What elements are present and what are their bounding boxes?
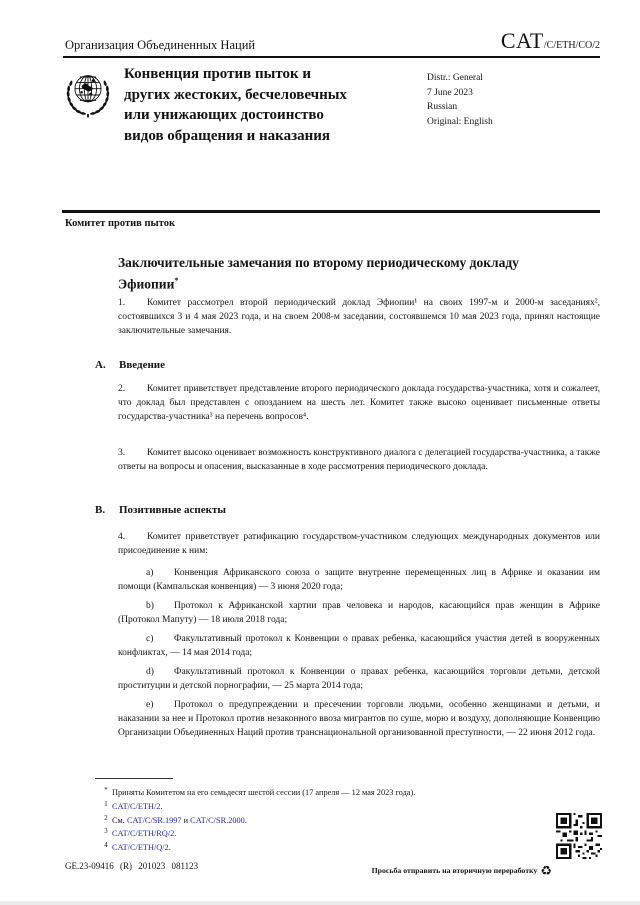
footnote-marker: 3 xyxy=(104,828,108,836)
paragraph-number: 2. xyxy=(118,384,126,394)
document-link[interactable]: CAT/C/ETH/2 xyxy=(112,801,161,811)
section-title: Позитивные аспекты xyxy=(119,504,226,516)
title-footnote-ref: * xyxy=(174,276,179,285)
list-item-b xyxy=(118,600,600,628)
original-language-line: Original: English xyxy=(427,116,493,127)
paragraph-2 xyxy=(118,383,600,424)
paragraph-1 xyxy=(118,297,600,338)
list-item-text: Конвенция Африканского союза о защите внутренне перемещенных лиц в Африке и оказании им помощи (Кампальская конвенция) — 3 июня 2020 года; xyxy=(118,568,600,592)
document-symbol xyxy=(501,28,600,54)
paragraph-number: 4. xyxy=(118,532,126,542)
list-item-letter: e) xyxy=(146,700,154,710)
list-item-text: Факультативный протокол к Конвенции о правах ребенка, касающийся участия детей в вооруженных конфликтах, — 14 мая 2014 года; xyxy=(118,634,600,658)
treaty-title-line: или унижающих достоинство xyxy=(124,107,324,123)
footnote-2: 2 См. CAT/C/SR.1997 и CAT/C/SR.2000. xyxy=(100,813,550,827)
list-item-letter: d) xyxy=(146,667,154,677)
paragraph-text: Комитет высоко оценивает возможность конструктивного диалога с делегацией государства-участника, а также ответы на вопросы и опасения, высказанные в ходе рассмотрения периодического доклада. xyxy=(118,448,600,472)
section-heading-a xyxy=(95,359,577,371)
paragraph-text: Комитет приветствует представление второго периодического доклада государства-участника, хотя и сожалеет, что доклад был представлен с опозданием на шесть лет. Комитет также высоко оценивает письменные ответы государства-участника³ на перечень вопросов⁴. xyxy=(118,384,600,422)
document-symbol-main: CAT xyxy=(500,28,544,53)
treaty-title xyxy=(124,64,424,146)
list-item-text: Факультативный протокол к Конвенции о правах ребенка, касающийся торговли детьми, детской проституции и детской порнографии, — 25 марта 2014 года; xyxy=(118,667,600,691)
ge-number: GE.23-09416 (R) 201023 081123 xyxy=(65,861,199,871)
recycle-icon: ♻ xyxy=(540,864,552,879)
list-item-letter: b) xyxy=(146,601,154,611)
footnote-3: 3 CAT/C/ETH/RQ/2. xyxy=(100,826,550,840)
document-title: Заключительные замечания по второму периодическому докладу Эфиопии* xyxy=(118,255,519,292)
footnote-separator xyxy=(95,778,173,779)
distr-line: Distr.: General xyxy=(427,73,483,83)
footnote-marker: 2 xyxy=(104,814,108,822)
committee-divider xyxy=(62,210,600,213)
qr-code xyxy=(556,813,602,864)
paragraph-number: 3. xyxy=(118,448,126,458)
footnote-4: 4 CAT/C/ETH/Q/2. xyxy=(100,840,550,854)
page-bottom-edge xyxy=(0,901,640,905)
paragraph-text: Комитет рассмотрел второй периодический доклад Эфиопии¹ на своих 1997-м и 2000-м заседаниях², состоявшихся 3 и 4 мая 2023 года, и на своем 2008-м заседании, состоявшемся 10 мая 2023 года, принял настоящие заключительные замечания. xyxy=(118,298,600,336)
footnote-star xyxy=(100,785,550,799)
list-item-d xyxy=(118,666,600,694)
section-letter: A. xyxy=(95,359,106,371)
treaty-title-line: других жестоких, бесчеловечных xyxy=(124,86,347,103)
list-item-text: Протокол о предупреждении и пресечении торговли людьми, особенно женщинами и детьми, и наказании за нее и Протокол против незаконного ввоза мигрантов по суше, морю и воздуху, дополняющие Конвенцию Организации Объединенных Наций против транснациональной организованной преступности, — 22 июня 2012 года. xyxy=(118,700,600,738)
header-divider xyxy=(63,56,600,58)
footnote-marker: 1 xyxy=(104,800,108,808)
document-link[interactable]: CAT/C/ETH/Q/2 xyxy=(112,843,169,853)
list-item-text: Протокол к Африканской хартии прав человека и народов, касающийся прав женщин в Африке (Протокол Мапуту) — 18 июля 2018 года; xyxy=(118,601,600,625)
un-emblem-icon xyxy=(61,66,115,129)
document-link[interactable]: CAT/C/SR.2000 xyxy=(190,815,245,825)
treaty-title-line: видов обращения и наказания xyxy=(124,127,331,144)
committee-name: Комитет против пыток xyxy=(65,218,176,229)
footnote-marker: 4 xyxy=(104,842,108,850)
list-item-e xyxy=(118,699,600,740)
footnote-text: Приняты Комитетом на его семьдесят шестой сессии (17 апреля — 12 мая 2023 года). xyxy=(112,788,416,797)
list-item-a xyxy=(118,567,600,595)
section-letter: B. xyxy=(95,504,106,516)
document-link[interactable]: CAT/C/ETH/RQ/2 xyxy=(112,829,175,839)
distribution-info xyxy=(427,71,493,129)
footnote-1: 1 CAT/C/ETH/2. xyxy=(100,799,550,813)
paragraph-3 xyxy=(118,447,600,475)
org-name: Организация Объединенных Наций xyxy=(65,38,256,52)
language-line: Russian xyxy=(427,102,458,113)
document-link[interactable]: CAT/C/SR.1997 xyxy=(126,815,182,825)
section-title: Введение xyxy=(119,359,166,371)
section-heading-b xyxy=(95,504,577,516)
list-item-letter: a) xyxy=(146,568,154,578)
list-item-c xyxy=(118,633,600,661)
list-item-letter: c) xyxy=(146,634,154,644)
paragraph-number: 1. xyxy=(118,298,126,308)
treaty-title-line: Конвенция против пыток и xyxy=(124,66,312,82)
paragraph-4 xyxy=(118,531,600,559)
date-line: 7 June 2023 xyxy=(427,87,473,98)
recycle-text: Просьба отправить на вторичную переработку xyxy=(371,866,538,875)
document-symbol-suffix: /C/ETH/CO/2 xyxy=(543,40,600,51)
footnote-marker: * xyxy=(104,787,108,794)
paragraph-text: Комитет приветствует ратификацию государством-участником следующих международных документов или присоединение к ним: xyxy=(118,532,600,556)
footnotes-block xyxy=(100,785,550,854)
recycle-note xyxy=(372,864,552,879)
